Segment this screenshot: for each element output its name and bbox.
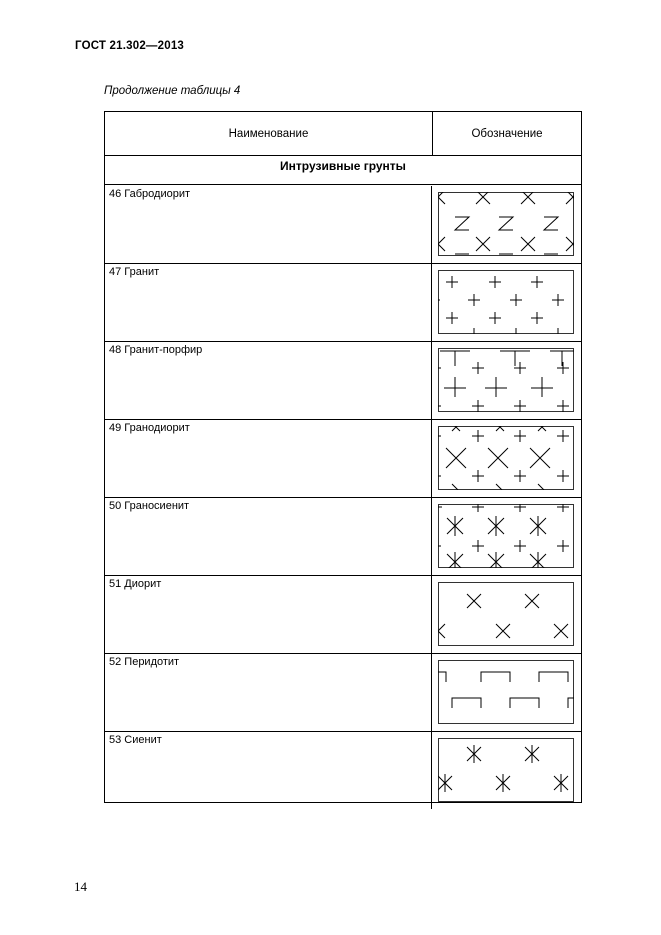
document-code: ГОСТ 21.302—2013: [75, 40, 185, 52]
granite-pattern-icon: [438, 270, 574, 334]
table-row: [105, 732, 581, 809]
row-label: 53 Сиенит: [105, 732, 432, 809]
granodiorite-pattern-icon: [438, 426, 574, 490]
granosyenite-pattern-icon: [438, 504, 574, 568]
column-header-name: Наименование: [105, 112, 433, 155]
row-label: 46 Габродиорит: [105, 186, 432, 263]
row-label: 52 Перидотит: [105, 654, 432, 731]
granite-porphyry-pattern-icon: [438, 348, 574, 412]
table-caption: Продолжение таблицы 4: [104, 85, 241, 97]
table-row: [105, 342, 581, 420]
table-row: [105, 576, 581, 654]
table-header: [105, 112, 581, 156]
section-title: Интрузивные грунты: [105, 156, 581, 185]
column-header-symbol: Обозначение: [471, 127, 543, 140]
page-number: 14: [74, 879, 87, 894]
row-label: 49 Гранодиорит: [105, 420, 432, 497]
row-label: 50 Граносиенит: [105, 498, 432, 575]
table-row: [105, 420, 581, 498]
diorite-pattern-icon: [438, 582, 574, 646]
table-row: [105, 498, 581, 576]
row-label: 47 Гранит: [105, 264, 432, 341]
peridotite-pattern-icon: [438, 660, 574, 724]
row-label: 48 Гранит-порфир: [105, 342, 432, 419]
table-row: [105, 654, 581, 732]
gabbro-diorite-pattern-icon: [438, 192, 574, 256]
table-row: [105, 264, 581, 342]
table-row: [105, 186, 581, 264]
syenite-pattern-icon: [438, 738, 574, 802]
legend-table: [104, 111, 582, 803]
row-label: 51 Диорит: [105, 576, 432, 653]
